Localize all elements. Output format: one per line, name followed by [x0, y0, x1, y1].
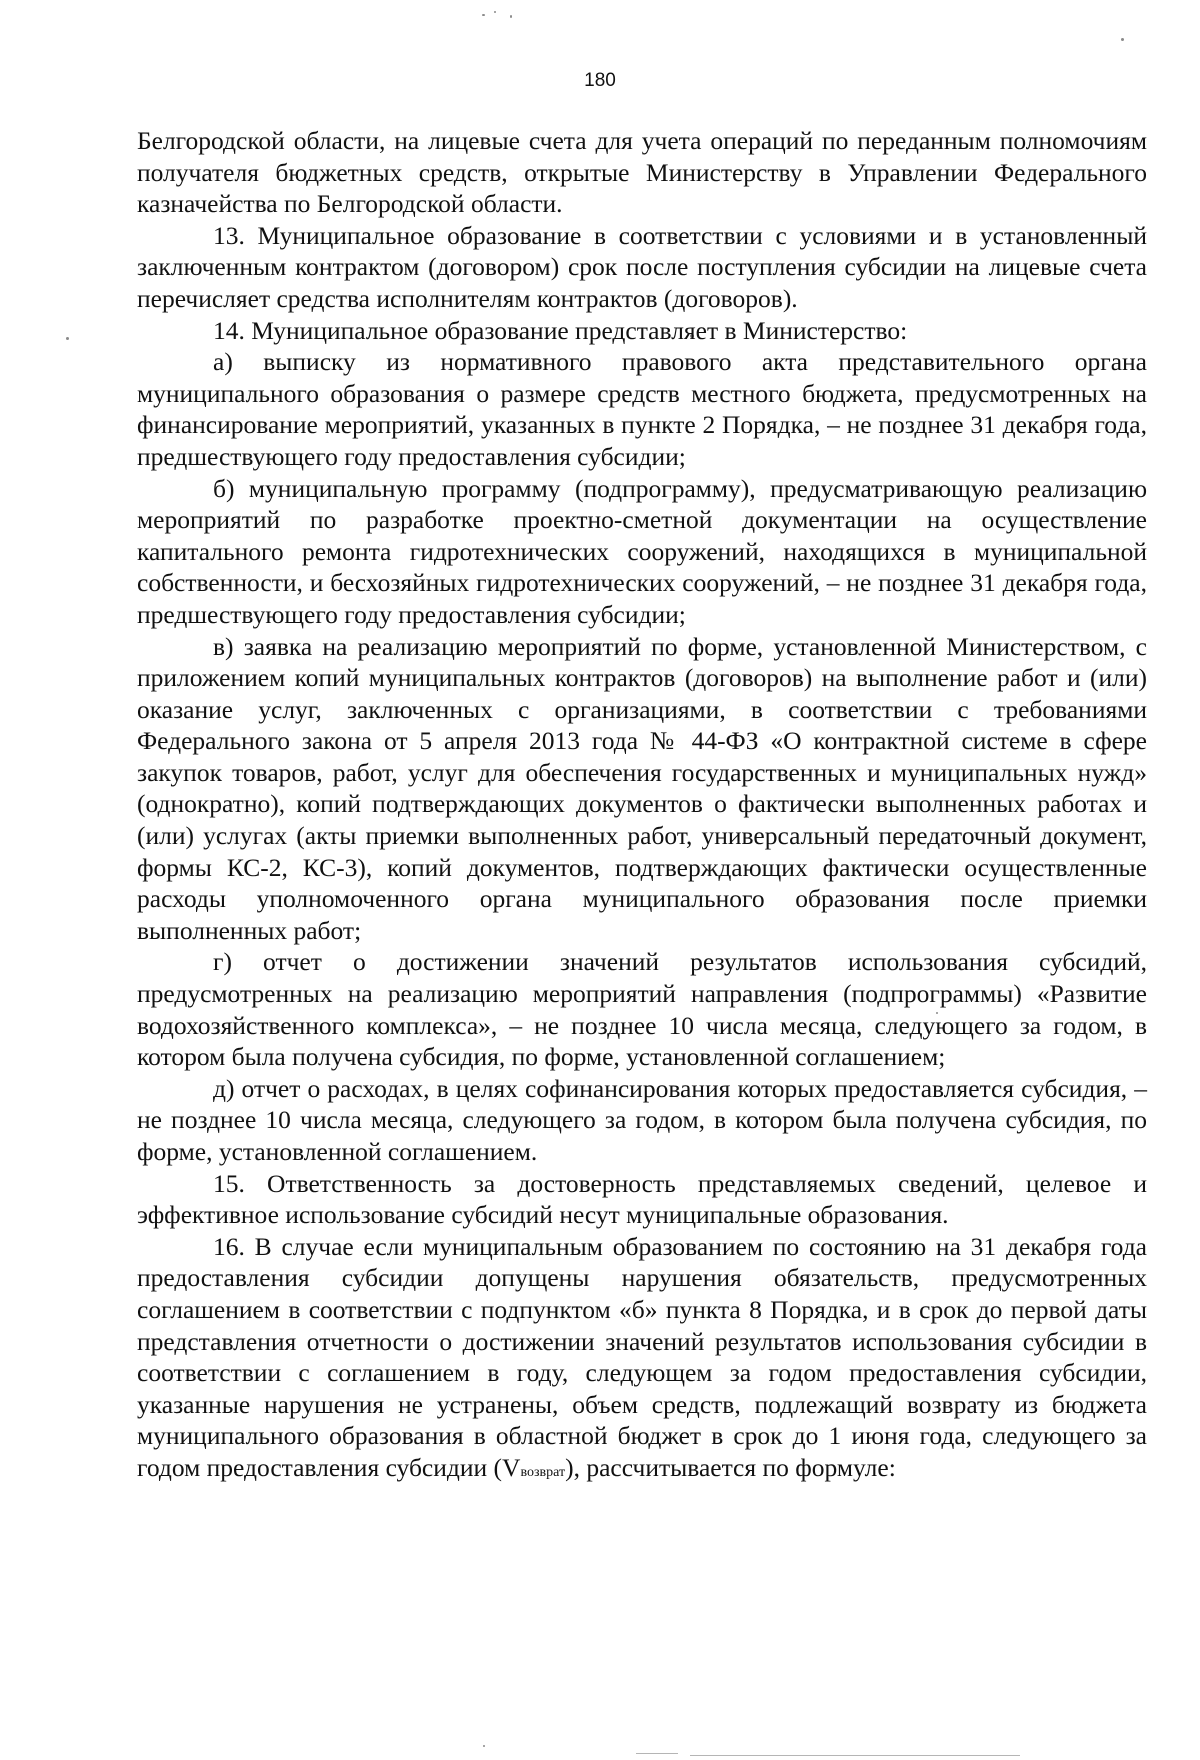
paragraph-16 [137, 1231, 1147, 1489]
subparagraph-b: б) муниципальную программу (подпрограмму), предусматривающую реализацию мероприятий по разработке проектно-сметной документации на осуществление капитального ремонта гидротехнических сооружений, находящихся в муниципальной собственности, и бесхозяйных гидротехнических сооружений, – не позднее 31 декабря года, предшествующего году предоставления субсидии; [137, 473, 1147, 629]
subparagraph-a: а) выписку из нормативного правового акта представительного органа муниципального образования о размере средств местного бюджета, предусмотренных на финансирование мероприятий, указанных в пункте 2 Порядка, – не позднее 31 декабря года, предшествующего году предоставления субсидии; [137, 347, 1147, 471]
scan-rule [690, 1755, 1020, 1756]
scan-rule [636, 1753, 678, 1754]
return-volume-symbol: V [502, 1452, 521, 1482]
scan-speck [494, 11, 496, 13]
paragraph-14: 14. Муниципальное образование представляет в Министерство: [213, 315, 908, 345]
subparagraph-d: д) отчет о расходах, в целях софинансирования которых предоставляется субсидия, – не позднее 10 числа месяца, следующего за годом, в котором была получена субсидия, по форме, установленной соглашением. [137, 1073, 1147, 1166]
subparagraph-g: г) отчет о достижении значений результатов использования субсидий, предусмотренных на реализацию мероприятий направления (подпрограммы) «Развитие водохозяйственного комплекса», – не позднее 10 числа месяца, следующего за годом, в котором была получена субсидия, по форме, установленной соглашением; [137, 947, 1147, 1072]
paragraph-15: 15. Ответственность за достоверность представляемых сведений, целевое и эффективное использование субсидий несут муниципальные образования. [137, 1168, 1147, 1230]
scan-speck [482, 14, 485, 16]
paragraph-16-text-after: ), рассчитывается по формуле: [565, 1452, 896, 1482]
paragraph-16-text-before: 16. В случае если муниципальным образованием по состоянию на 31 декабря года предоставления субсидии допущены нарушения обязательств, предусмотренных соглашением в соответствии с подпунктом «б» пункта 8 Порядка, и в срок до первой даты представления отчетности о достижении значений результатов использования субсидии в соответствии с соглашением в году, следующем за годом предоставления субсидии, указанные нарушения не устранены, объем средств, подлежащий возврату из бюджета муниципального образования в областной бюджет в срок до 1 июня года, следующего за годом предоставления субсидии ( [137, 1231, 1147, 1482]
scan-speck [483, 1745, 485, 1747]
page-number: 180 [584, 70, 616, 91]
subparagraph-v: в) заявка на реализацию мероприятий по форме, установленной Министерством, с приложением копий муниципальных контрактов (договоров) на выполнение работ и (или) оказание услуг, заключенных с организациями, в соответствии с требованиями Федерального закона от 5 апреля 2013 года № 44-ФЗ «О контрактной системе в сфере закупок товаров, работ, услуг для обеспечения государственных и муниципальных нужд» (однократно), копий подтверждающих документов о фактически выполненных работах и (или) услугах (акты приемки выполненных работ, универсальный передаточный документ, формы КС-2, КС-3), копий документов, подтверждающих фактически осуществленные расходы уполномоченного органа муниципального образования после приемки выполненных работ; [137, 631, 1147, 945]
return-volume-subscript: возврат [520, 1464, 566, 1480]
scan-speck [66, 337, 69, 340]
scan-speck [510, 15, 512, 18]
document-body [137, 125, 1147, 1489]
paragraph-13: 13. Муниципальное образование в соответствии с условиями и в установленный заключенным контрактом (договором) срок после поступления субсидии на лицевые счета перечисляет средства исполнителям контрактов (договоров). [137, 220, 1147, 313]
scan-speck [1121, 38, 1124, 41]
paragraph-12-continuation: Белгородской области, на лицевые счета для учета операций по переданным полномочиям получателя бюджетных средств, открытые Министерству в Управлении Федерального казначейства по Белгородской области. [137, 126, 1147, 219]
